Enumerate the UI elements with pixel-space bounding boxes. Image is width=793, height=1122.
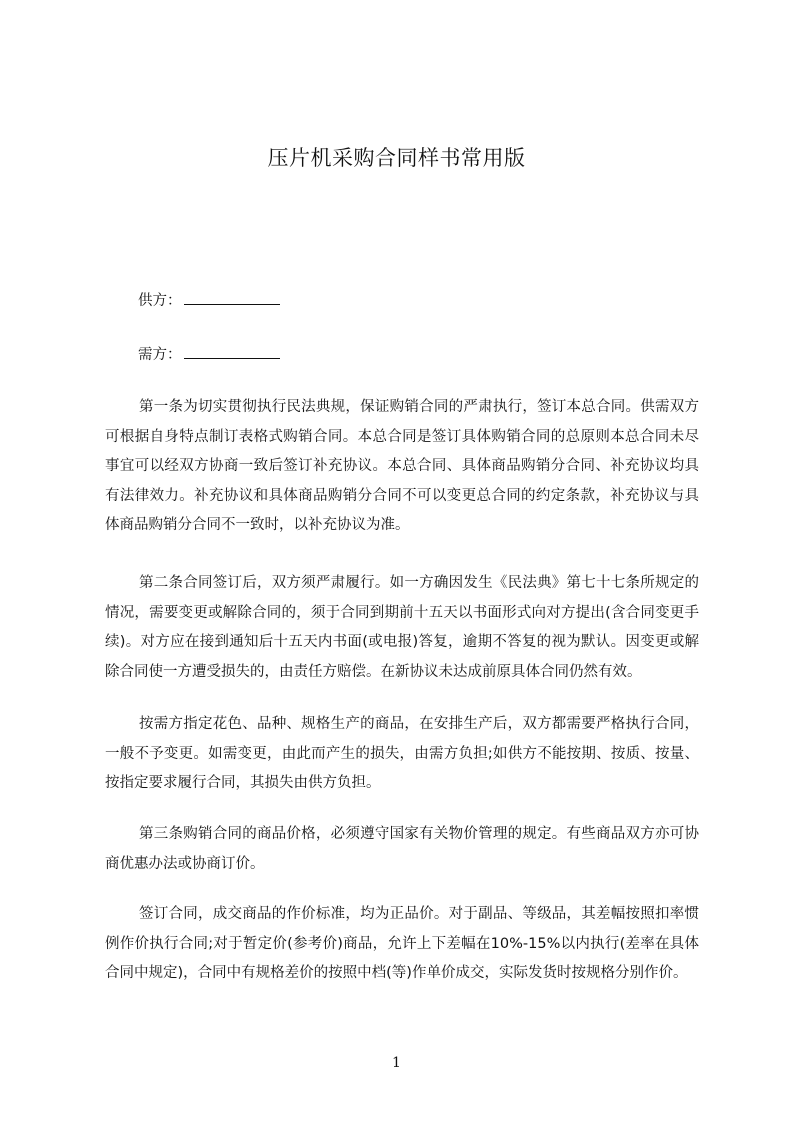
supplier-label: 供方： xyxy=(138,293,182,309)
clause-paragraph-2: 第二条合同签订后，双方须严肃履行。如一方确因发生《民法典》第七十七条所规定的情况，需要变更或解除合同的，须于合同到期前十五天以书面形式向对方提出(含合同变更手续)。对方应在接到通知后十五天内书面(或电报)答复，逾期不答复的视为默认。因变更或解除合同使一方遭受损失的，由责任方赔偿。在新协议未达成前原具体合同仍然有效。 xyxy=(105,575,699,680)
buyer-blank-line xyxy=(184,344,280,359)
clause-paragraph-1: 第一条为切实贯彻执行民法典规，保证购销合同的严肃执行，签订本总合同。供需双方可根据自身特点制订表格式购销合同。本总合同是签订具体购销合同的总原则本总合同未尽事宜可以经双方协商一致后签订补充协议。本总合同、具体商品购销分合同、补充协议均具有法律效力。补充协议和具体商品购销分合同不可以变更总合同的约定条款，补充协议与具体商品购销分合同不一致时，以补充协议为准。 xyxy=(105,399,699,534)
clause-paragraph-4: 第三条购销合同的商品价格，必须遵守国家有关物价管理的规定。有些商品双方亦可协商优惠办法或协商订价。 xyxy=(105,826,699,872)
clause-paragraph-5: 签订合同，成交商品的作价标准，均为正品价。对于副品、等级品，其差幅按照扣率惯例作价执行合同;对于暂定价(参考价)商品，允许上下差幅在10%-15%以内执行(差率在具体合同中规定)，合同中有规格差价的按照中档(等)作单价成交，实际发货时按规格分别作价。 xyxy=(105,906,699,982)
buyer-field xyxy=(138,344,280,365)
supplier-blank-line xyxy=(184,290,280,305)
document-title: 压片机采购合同样书常用版 xyxy=(267,146,526,170)
clause-paragraph-3: 按需方指定花色、品种、规格生产的商品，在安排生产后，双方都需要严格执行合同，一般不予变更。如需变更，由此而产生的损失，由需方负担;如供方不能按期、按质、按量、按指定要求履行合同，其损失由供方负担。 xyxy=(105,716,699,792)
buyer-label: 需方： xyxy=(138,347,182,363)
page-number: 1 xyxy=(392,1055,401,1071)
supplier-field xyxy=(138,290,280,311)
